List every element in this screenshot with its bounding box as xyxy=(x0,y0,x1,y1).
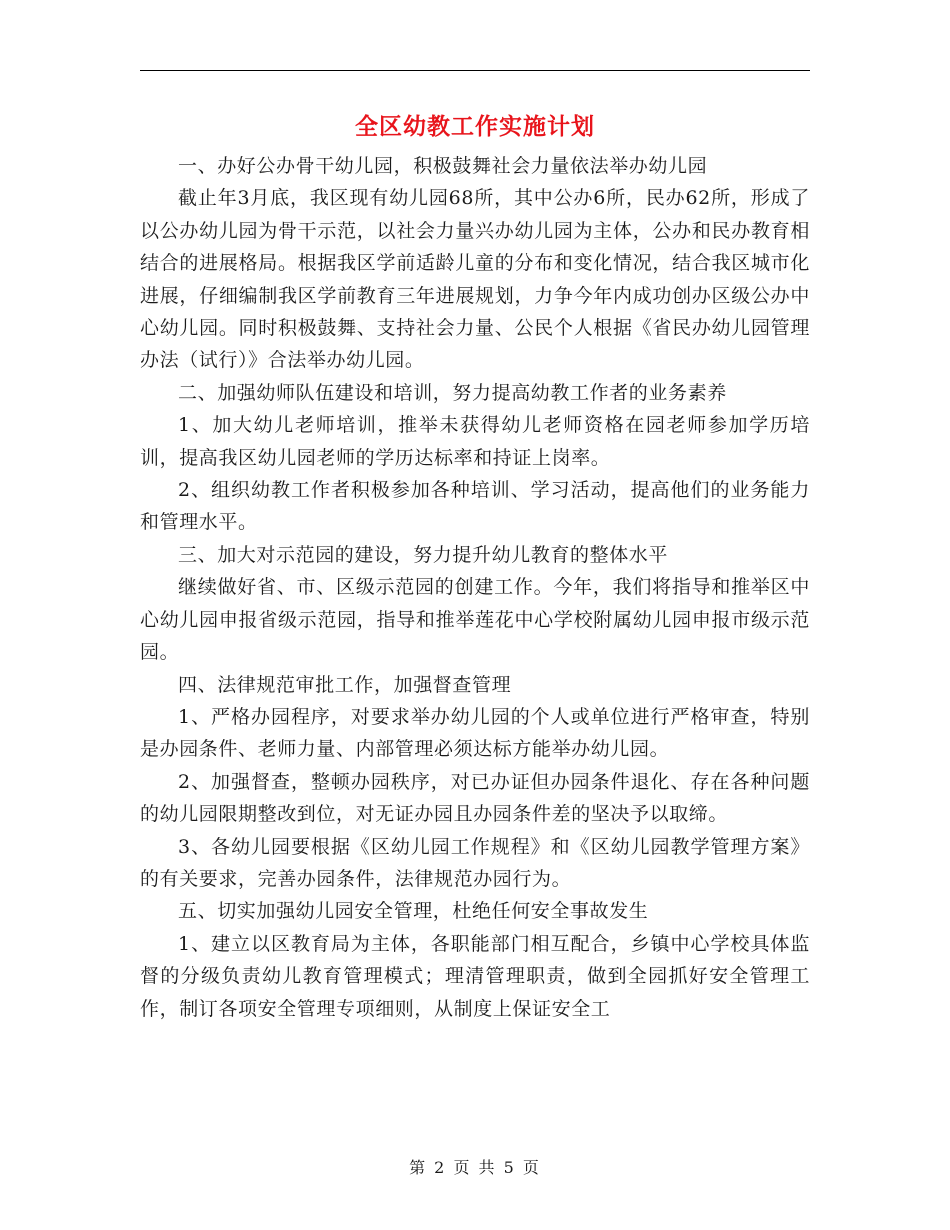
paragraph: 继续做好省、市、区级示范园的创建工作。今年，我们将指导和推举区中心幼儿园申报省级示范园，指导和推举莲花中心学校附属幼儿园申报市级示范园。 xyxy=(140,576,810,664)
paragraph: 2、组织幼教工作者积极参加各种培训、学习活动，提高他们的业务能力和管理水平。 xyxy=(140,479,810,534)
document-body xyxy=(140,150,810,1025)
section-heading-4: 四、法律规范审批工作，加强督查管理 xyxy=(178,673,512,696)
section-heading-3: 三、加大对示范园的建设，努力提升幼儿教育的整体水平 xyxy=(178,543,669,566)
page-indicator: 第 2 页 共 5 页 xyxy=(409,1158,541,1177)
section-heading-5: 五、切实加强幼儿园安全管理，杜绝任何安全事故发生 xyxy=(178,900,649,923)
header-rule xyxy=(140,70,810,71)
section-heading-2: 二、加强幼师队伍建设和培训，努力提高幼教工作者的业务素养 xyxy=(178,381,727,404)
paragraph: 2、加强督查，整顿办园秩序，对已办证但办园条件退化、存在各种问题的幼儿园限期整改到位，对无证办园且办园条件差的坚决予以取缔。 xyxy=(140,770,810,826)
paragraph: 截止年3月底，我区现有幼儿园68所，其中公办6所，民办62所，形成了以公办幼儿园为骨干示范，以社会力量兴办幼儿园为主体，公办和民办教育相结合的进展格局。根据我区学前适龄儿童的分布和变化情况，结合我区城市化进展，仔细编制我区学前教育三年进展规划，力争今年内成功创办区级公办中心幼儿园。同时积极鼓舞、支持社会力量、公民个人根据《省民办幼儿园管理办法（试行）》合法举办幼儿园。 xyxy=(140,187,810,372)
document-title: 全区幼教工作实施计划 xyxy=(355,113,595,140)
paragraph: 1、严格办园程序，对要求举办幼儿园的个人或单位进行严格审查，特别是办园条件、老师力量、内部管理必须达标方能举办幼儿园。 xyxy=(140,705,810,761)
paragraph: 1、建立以区教育局为主体，各职能部门相互配合，乡镇中心学校具体监督的分级负责幼儿教育管理模式；理清管理职责，做到全园抓好安全管理工作，制订各项安全管理专项细则，从制度上保证安全工 xyxy=(140,932,810,1020)
section-heading-1: 一、办好公办骨干幼儿园，积极鼓舞社会力量依法举办幼儿园 xyxy=(178,155,708,177)
paragraph: 1、加大幼儿老师培训，推举未获得幼儿老师资格在园老师参加学历培训，提高我区幼儿园老师的学历达标率和持证上岗率。 xyxy=(140,414,810,469)
paragraph: 3、各幼儿园要根据《区幼儿园工作规程》和《区幼儿园教学管理方案》的有关要求，完善办园条件，法律规范办园行为。 xyxy=(140,835,810,890)
